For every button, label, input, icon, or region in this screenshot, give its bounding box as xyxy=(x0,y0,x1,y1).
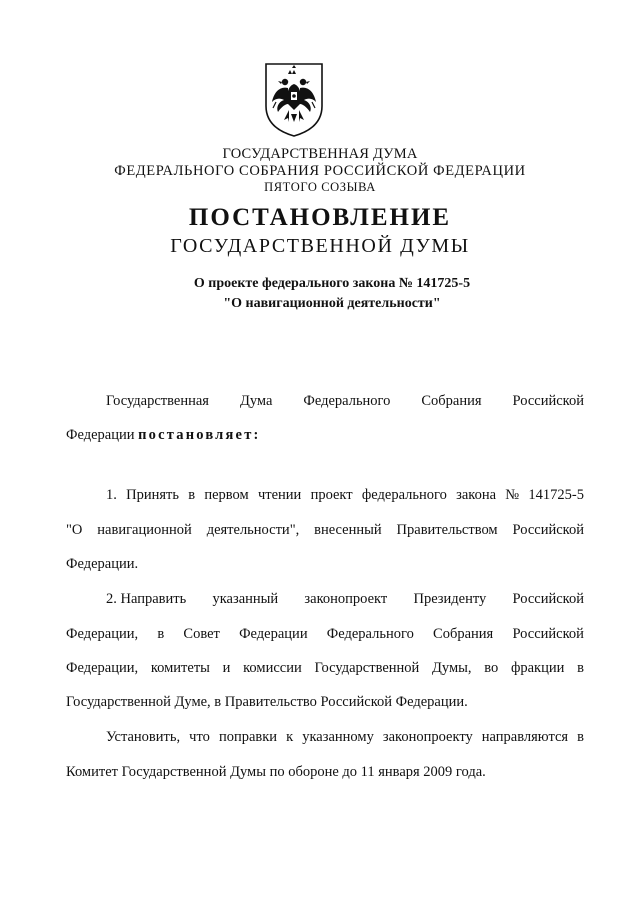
document-title: ПОСТАНОВЛЕНИЕ xyxy=(188,204,452,231)
item3-line-1 xyxy=(106,729,584,746)
header-line-convocation: ПЯТОГО СОЗЫВА xyxy=(264,180,376,194)
word: первом xyxy=(204,487,249,503)
word: Президенту xyxy=(413,591,487,607)
item1-line-3: Федерации. xyxy=(66,556,139,572)
word: указанный xyxy=(212,591,279,607)
word: Государственной xyxy=(314,660,420,676)
header-line-federal-assembly: ФЕДЕРАЛЬНОГО СОБРАНИЯ РОССИЙСКОЙ ФЕДЕРАЦИИ xyxy=(114,163,526,179)
word: навигационной xyxy=(97,522,192,538)
word: Федерации, xyxy=(66,660,139,676)
word: 2. Направить xyxy=(106,591,187,607)
word: Правительством xyxy=(396,522,498,538)
item2-line-4: Государственной Думе, в Правительство Российской Федерации. xyxy=(66,694,468,710)
subject-line-1: О проекте федерального закона № 141725-5 xyxy=(193,276,471,291)
word: в xyxy=(157,626,165,642)
word: деятельности", xyxy=(206,522,300,538)
word: Федерации xyxy=(239,626,308,642)
word: к xyxy=(286,729,294,745)
word: Российской xyxy=(512,522,584,538)
word: Российской xyxy=(512,626,584,642)
word: № xyxy=(505,487,520,503)
word: Федерации, xyxy=(66,626,139,642)
word: Российской xyxy=(512,393,584,409)
word: законопроект xyxy=(304,591,388,607)
word: и xyxy=(222,660,231,676)
word: Собрания xyxy=(433,626,494,642)
word: Дума xyxy=(239,393,273,409)
subject-line-2: "О навигационной деятельности" xyxy=(223,296,441,311)
word: Государственная xyxy=(106,393,209,409)
word: внесенный xyxy=(314,522,382,538)
item2-line-2 xyxy=(66,626,584,643)
word: поправки xyxy=(218,729,278,745)
item2-line-1 xyxy=(106,591,584,608)
word: в xyxy=(188,487,196,503)
item2-line-3 xyxy=(66,660,584,677)
word: "О xyxy=(66,522,83,538)
word: федерального xyxy=(361,487,447,503)
word: направляются xyxy=(481,729,569,745)
word: что xyxy=(189,729,210,745)
word: Думы, xyxy=(432,660,472,676)
word: в xyxy=(577,729,584,745)
word: Принять xyxy=(126,487,179,503)
state-emblem-icon xyxy=(258,58,330,138)
word: закона xyxy=(456,487,497,503)
preamble-line-2 xyxy=(66,427,584,444)
word: Собрания xyxy=(421,393,482,409)
word: во xyxy=(484,660,499,676)
word: проект xyxy=(310,487,353,503)
word: 141725-5 xyxy=(528,487,584,503)
word: законопроекту xyxy=(382,729,473,745)
word: Федерального xyxy=(326,626,414,642)
item1-line-2 xyxy=(66,522,584,539)
item1-line-1 xyxy=(106,487,584,504)
word: фракции xyxy=(510,660,565,676)
word: комиссии xyxy=(243,660,302,676)
word: Установить, xyxy=(106,729,181,745)
preamble-decree-word: постановляет: xyxy=(138,427,261,443)
word: указанному xyxy=(302,729,374,745)
word: Российской xyxy=(512,591,584,607)
document-subtitle: ГОСУДАРСТВЕННОЙ ДУМЫ xyxy=(170,235,470,257)
preamble-prefix: Федерации xyxy=(66,427,135,443)
word: Федерального xyxy=(303,393,391,409)
word: Совет xyxy=(183,626,220,642)
item3-line-2: Комитет Государственной Думы по обороне до 11 января 2009 года. xyxy=(66,764,486,780)
word: в xyxy=(577,660,584,676)
preamble-line-1 xyxy=(106,393,584,410)
word: 1. xyxy=(106,487,117,503)
word: чтении xyxy=(257,487,302,503)
header-line-duma: ГОСУДАРСТВЕННАЯ ДУМА xyxy=(222,146,418,162)
word: комитеты xyxy=(150,660,210,676)
